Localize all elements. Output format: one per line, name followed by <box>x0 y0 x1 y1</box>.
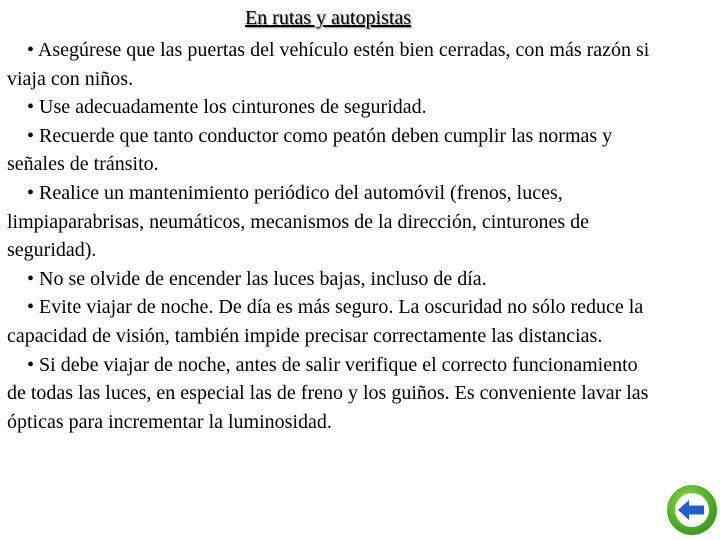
bullet-marker: • <box>27 267 35 290</box>
back-button[interactable] <box>666 484 718 536</box>
list-item-text: Recuerde que tanto conductor como peatón deben cumplir las normas y señales de tránsito. <box>7 124 613 176</box>
list-item-text: Si debe viajar de noche, antes de salir verifique el correcto funcionamiento de todas las luces, en especial las de freno y los guiños. Es conveniente lavar las ópticas para incrementar la luminosidad. <box>7 353 649 433</box>
bullet-marker: • <box>27 296 35 319</box>
bullet-marker: • <box>27 96 35 119</box>
list-item-text: No se olvide de encender las luces bajas, incluso de día. <box>39 267 487 290</box>
list-item <box>7 179 657 265</box>
list-item-text: Use adecuadamente los cinturones de seguridad. <box>39 96 427 119</box>
list-item-text: Realice un mantenimiento periódico del automóvil (frenos, luces, limpiaparabrisas, neumáticos, mecanismos de la dirección, cinturones de seguridad). <box>7 181 590 262</box>
page-title: En rutas y autopistas <box>244 7 412 29</box>
list-item <box>7 36 657 93</box>
bullet-list <box>7 36 657 436</box>
bullet-marker: • <box>27 181 35 204</box>
bullet-marker: • <box>27 353 35 376</box>
arrow-left-icon <box>666 484 718 536</box>
list-item <box>7 122 657 179</box>
list-item-text: Asegúrese que las puertas del vehículo estén bien cerradas, con más razón si viaja con niños. <box>7 39 650 90</box>
list-item-text: Evite viajar de noche. De día es más seguro. La oscuridad no sólo reduce la capacidad de visión, también impide precisar correctamente las distancias. <box>7 296 644 347</box>
bullet-marker: • <box>27 39 35 61</box>
list-item <box>7 293 657 350</box>
bullet-marker: • <box>27 124 35 147</box>
list-item <box>7 265 657 294</box>
list-item <box>7 93 657 122</box>
list-item <box>7 351 657 437</box>
